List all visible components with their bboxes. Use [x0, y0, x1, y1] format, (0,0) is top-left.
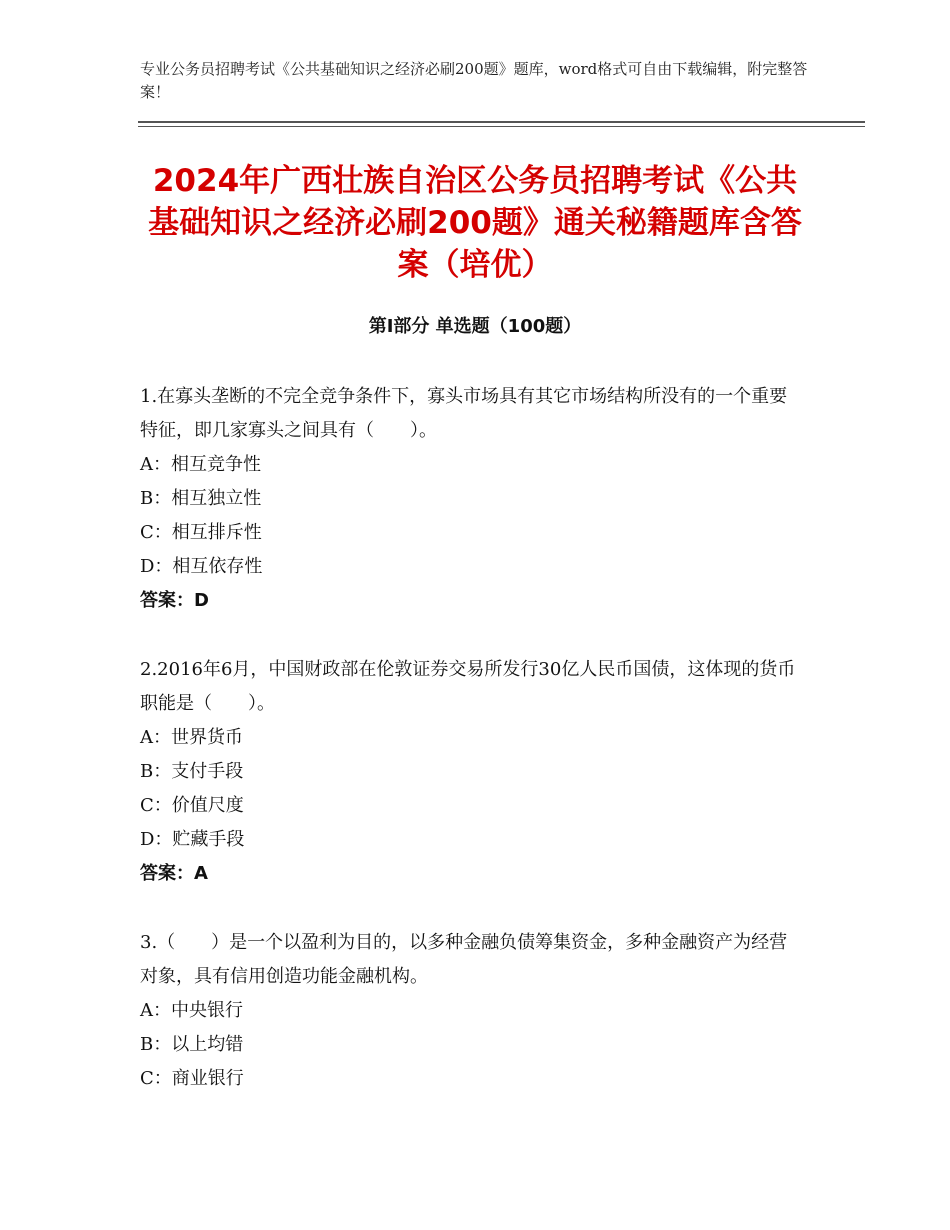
header-divider-thick [138, 121, 865, 123]
option-d: D：贮藏手段 [140, 829, 245, 850]
option-c: C：相互排斥性 [140, 522, 262, 543]
section-title: 第Ⅰ部分 单选题（100题） [368, 316, 582, 337]
option-b: B：支付手段 [140, 761, 244, 782]
question-stem: 2.2016年6月，中国财政部在伦敦证券交易所发行30亿人民币国债，这体现的货币职能是（ ）。 [140, 659, 796, 714]
question-1 [140, 380, 800, 618]
answer: 答案：D [140, 590, 209, 611]
option-a: A：世界货币 [140, 727, 243, 748]
question-stem: 1.在寡头垄断的不完全竞争条件下，寡头市场具有其它市场结构所没有的一个重要特征，即几家寡头之间具有（ ）。 [140, 386, 788, 441]
option-d: D：相互依存性 [140, 556, 263, 577]
option-a: A：中央银行 [140, 1000, 243, 1021]
option-c: C：商业银行 [140, 1068, 244, 1089]
question-2 [140, 653, 800, 891]
option-c: C：价值尺度 [140, 795, 244, 816]
option-b: B：相互独立性 [140, 488, 262, 509]
option-b: B：以上均错 [140, 1034, 244, 1055]
document-title: 2024年广西壮族自治区公务员招聘考试《公共基础知识之经济必刷200题》通关秘籍题库含答案（培优） [148, 163, 802, 283]
option-a: A：相互竞争性 [140, 454, 261, 475]
header-note: 专业公务员招聘考试《公共基础知识之经济必刷200题》题库，word格式可自由下载编辑，附完整答案！ [140, 60, 808, 101]
header-divider-thin [138, 126, 865, 127]
answer: 答案：A [140, 863, 208, 884]
question-3 [140, 926, 800, 1096]
question-stem: 3.（ ）是一个以盈利为目的，以多种金融负债筹集资金，多种金融资产为经营对象，具有信用创造功能金融机构。 [140, 932, 788, 987]
